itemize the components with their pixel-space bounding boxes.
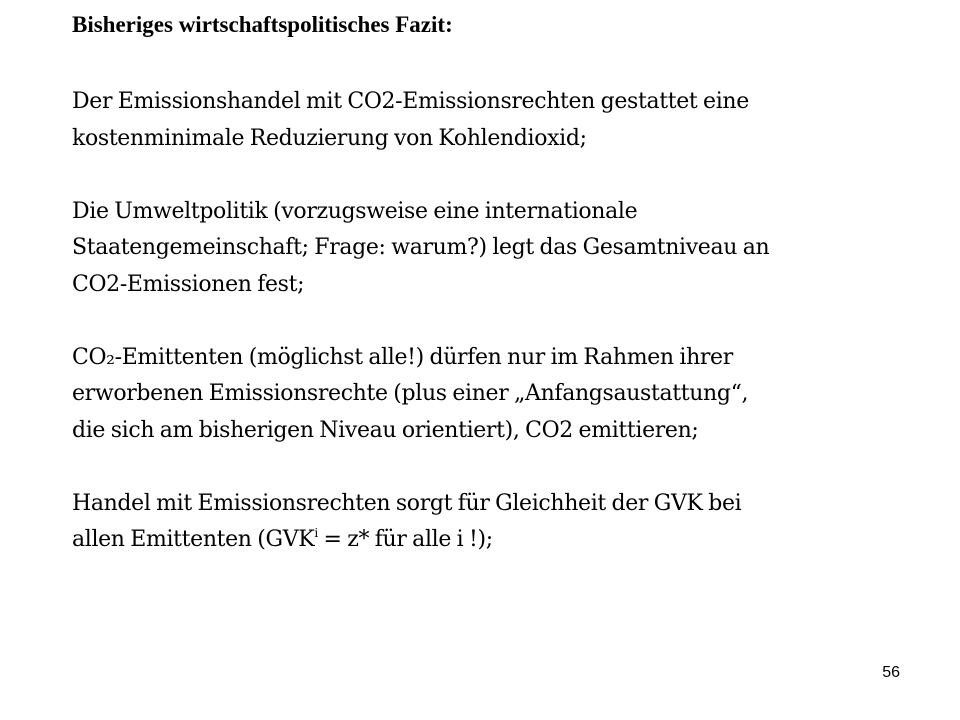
text-line: CO₂-Emittenten (möglichst alle!) dürfen nur im Rahmen ihrer — [72, 344, 733, 370]
text-line: erworbenen Emissionsrechte (plus einer „Anfangsaustattung“, — [72, 381, 749, 406]
text-line: CO2-Emissionen fest; — [72, 271, 305, 297]
text-segment: allen Emittenten (GVK — [72, 527, 315, 552]
text-line: Handel mit Emissionsrechten sorgt für Gleichheit der GVK bei — [72, 490, 742, 516]
text-line: kostenminimale Reduzierung von Kohlendioxid; — [72, 125, 587, 151]
paragraph-co2-emitters — [72, 340, 952, 450]
text-line: die sich am bisherigen Niveau orientiert), CO2 emittieren; — [72, 417, 699, 443]
slide-body — [72, 84, 952, 595]
page-number: 56 — [882, 664, 900, 681]
paragraph-emissions-trading — [72, 84, 952, 157]
text-line-with-superscript — [72, 522, 952, 559]
paragraph-environmental-policy — [72, 194, 952, 304]
text-segment: = z* für alle i !); — [317, 527, 493, 552]
text-line: Staatengemeinschaft; Frage: warum?) legt das Gesamtniveau an — [72, 235, 770, 260]
text-line: Der Emissionshandel mit CO2-Emissionsrechten gestattet eine — [72, 89, 749, 114]
paragraph-trading-equality — [72, 486, 952, 559]
text-line: Die Umweltpolitik (vorzugsweise eine internationale — [72, 198, 638, 224]
superscript-index: i — [314, 526, 318, 540]
slide-title: Bisheriges wirtschaftspolitisches Fazit: — [72, 12, 453, 37]
